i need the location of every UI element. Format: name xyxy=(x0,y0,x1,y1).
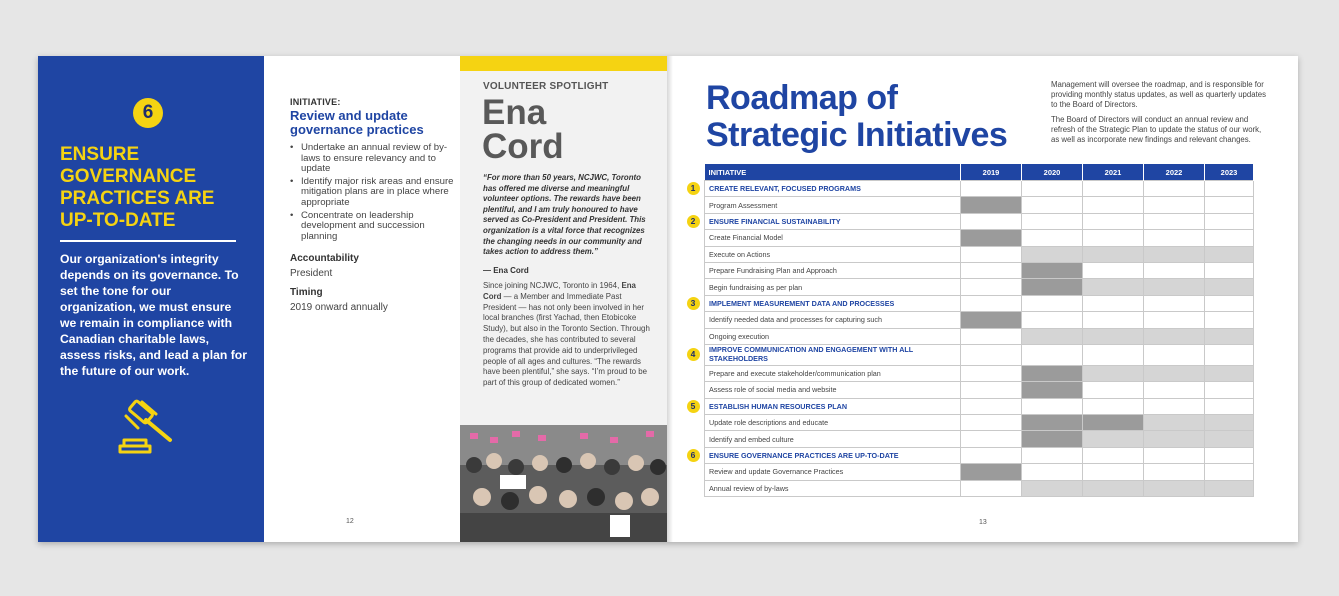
timeline-cell-2023 xyxy=(1205,262,1254,278)
table-row xyxy=(705,365,1254,381)
timeline-cell-2022 xyxy=(1144,431,1205,447)
goal-description: Our organization's integrity depends on its governance. To set the tone for our organization, we must ensure we remain in compliance with Canadian charitable laws, assess risks, and lead a plan for the future of our work. xyxy=(60,252,247,378)
roadmap-intro-paragraph: Management will oversee the roadmap, and is responsible for providing monthly status updates, as well as quarterly updates to the Board of Directors. xyxy=(1051,80,1266,109)
timeline-cell-2019 xyxy=(961,279,1022,295)
timeline-cell-2021 xyxy=(1083,344,1144,365)
timeline-cell-2021 xyxy=(1083,213,1144,229)
section-row xyxy=(705,181,1254,197)
timeline-cell-2021 xyxy=(1083,431,1144,447)
timeline-cell-2019 xyxy=(961,230,1022,246)
goal-title: ENSURE GOVERNANCE PRACTICES ARE UP-TO-DATE xyxy=(60,144,215,231)
volunteer-spotlight xyxy=(460,56,667,542)
timeline-cell-2023 xyxy=(1205,230,1254,246)
section-row xyxy=(705,295,1254,311)
timeline-cell-2020 xyxy=(1022,480,1083,496)
timeline-cell-2021 xyxy=(1083,464,1144,480)
group-photo xyxy=(460,425,667,542)
brochure-spread xyxy=(38,56,1298,542)
section-title: ENSURE FINANCIAL SUSTAINABILITY xyxy=(705,213,961,229)
section-number-badge: 4 xyxy=(687,348,700,361)
section-title: CREATE RELEVANT, FOCUSED PROGRAMS xyxy=(705,181,961,197)
timeline-cell-2021 xyxy=(1083,447,1144,463)
column-header-initiative: INITIATIVE xyxy=(705,164,961,181)
roadmap-table-body xyxy=(705,181,1254,497)
timeline-cell-2021 xyxy=(1083,262,1144,278)
timeline-cell-2023 xyxy=(1205,295,1254,311)
timeline-cell-2022 xyxy=(1144,464,1205,480)
table-row xyxy=(705,312,1254,328)
timeline-cell-2022 xyxy=(1144,365,1205,381)
initiative-label: Identify and embed culture xyxy=(705,431,961,447)
initiative-label: Assess role of social media and website xyxy=(705,382,961,398)
timeline-cell-2021 xyxy=(1083,328,1144,344)
timeline-cell-2021 xyxy=(1083,279,1144,295)
section-title: ENSURE GOVERNANCE PRACTICES ARE UP-TO-DATE xyxy=(705,447,961,463)
timing-value: 2019 onward annually xyxy=(290,302,388,313)
initiative-label: Begin fundraising as per plan xyxy=(705,279,961,295)
timeline-cell-2023 xyxy=(1205,328,1254,344)
timeline-cell-2019 xyxy=(961,344,1022,365)
column-header-2021: 2021 xyxy=(1083,164,1144,181)
initiative-label: Prepare and execute stakeholder/communication plan xyxy=(705,365,961,381)
table-row xyxy=(705,230,1254,246)
gavel-icon xyxy=(116,394,180,458)
timeline-cell-2019 xyxy=(961,312,1022,328)
timeline-cell-2020 xyxy=(1022,431,1083,447)
timeline-cell-2019 xyxy=(961,365,1022,381)
initiative-label: Program Assessment xyxy=(705,197,961,213)
timeline-cell-2023 xyxy=(1205,344,1254,365)
timeline-cell-2022 xyxy=(1144,328,1205,344)
column-header-2019: 2019 xyxy=(961,164,1022,181)
goal-panel xyxy=(38,56,264,542)
table-row xyxy=(705,480,1254,496)
initiative-panel xyxy=(264,56,460,542)
spotlight-accent-bar xyxy=(460,56,667,71)
timeline-cell-2023 xyxy=(1205,398,1254,414)
timeline-cell-2021 xyxy=(1083,246,1144,262)
timeline-cell-2022 xyxy=(1144,312,1205,328)
initiative-label: Annual review of by-laws xyxy=(705,480,961,496)
timing-label: Timing xyxy=(290,287,323,298)
timeline-cell-2023 xyxy=(1205,181,1254,197)
list-item: • Identify major risk areas and ensure mitigation plans are in place where appropriate xyxy=(290,177,460,209)
timeline-cell-2023 xyxy=(1205,197,1254,213)
timeline-cell-2022 xyxy=(1144,181,1205,197)
timeline-cell-2019 xyxy=(961,398,1022,414)
table-row xyxy=(705,197,1254,213)
accountability-label: Accountability xyxy=(290,253,359,264)
roadmap-table xyxy=(704,164,1254,497)
timeline-cell-2023 xyxy=(1205,431,1254,447)
table-row xyxy=(705,262,1254,278)
timeline-cell-2023 xyxy=(1205,415,1254,431)
roadmap-intro xyxy=(1051,80,1266,151)
page-number-right: 13 xyxy=(979,519,987,526)
timeline-cell-2021 xyxy=(1083,181,1144,197)
timeline-cell-2020 xyxy=(1022,398,1083,414)
timeline-cell-2023 xyxy=(1205,464,1254,480)
section-title: IMPLEMENT MEASUREMENT DATA AND PROCESSES xyxy=(705,295,961,311)
timeline-cell-2020 xyxy=(1022,262,1083,278)
timeline-cell-2020 xyxy=(1022,415,1083,431)
timeline-cell-2022 xyxy=(1144,246,1205,262)
initiative-label: Review and update Governance Practices xyxy=(705,464,961,480)
timeline-cell-2020 xyxy=(1022,328,1083,344)
timeline-cell-2019 xyxy=(961,328,1022,344)
goal-number-badge: 6 xyxy=(133,98,163,128)
timeline-cell-2019 xyxy=(961,213,1022,229)
timeline-cell-2023 xyxy=(1205,365,1254,381)
column-header-2022: 2022 xyxy=(1144,164,1205,181)
timeline-cell-2021 xyxy=(1083,382,1144,398)
spotlight-body-rest: — a Member and Immediate Past President — has not only been involved in her local branches (first Yachad, then Etobicoke Study), but also in the Toronto Section. Through the decades, she has contributed to several programs that provide aid to underprivileged people of all ages and cultures. “The rewards have been plentiful,” she says. “I’m proud to be part of this group of dedicated women.” xyxy=(483,291,650,388)
timeline-cell-2021 xyxy=(1083,398,1144,414)
timeline-cell-2020 xyxy=(1022,447,1083,463)
section-row xyxy=(705,344,1254,365)
timeline-cell-2019 xyxy=(961,415,1022,431)
section-number-badge: 1 xyxy=(687,182,700,195)
section-number-badge: 2 xyxy=(687,215,700,228)
column-header-2020: 2020 xyxy=(1022,164,1083,181)
spotlight-body xyxy=(483,281,655,389)
roadmap-title xyxy=(706,80,1046,154)
page-number-left: 12 xyxy=(346,518,354,525)
table-row xyxy=(705,328,1254,344)
timeline-cell-2022 xyxy=(1144,447,1205,463)
table-header-row xyxy=(705,164,1254,181)
timeline-cell-2022 xyxy=(1144,197,1205,213)
initiative-kicker: INITIATIVE: xyxy=(290,97,341,107)
initiative-label: Update role descriptions and educate xyxy=(705,415,961,431)
timeline-cell-2020 xyxy=(1022,230,1083,246)
timeline-cell-2023 xyxy=(1205,447,1254,463)
list-item: • Concentrate on leadership development and succession planning xyxy=(290,211,460,243)
timeline-cell-2019 xyxy=(961,246,1022,262)
timeline-cell-2022 xyxy=(1144,262,1205,278)
initiative-title: Review and update governance practices xyxy=(290,108,424,137)
timeline-cell-2019 xyxy=(961,262,1022,278)
spotlight-attribution: — Ena Cord xyxy=(483,266,529,275)
initiative-label: Prepare Fundraising Plan and Approach xyxy=(705,262,961,278)
timeline-cell-2019 xyxy=(961,447,1022,463)
spotlight-name-last: Cord xyxy=(482,127,564,166)
timeline-cell-2021 xyxy=(1083,415,1144,431)
timeline-cell-2020 xyxy=(1022,344,1083,365)
table-row xyxy=(705,464,1254,480)
table-row xyxy=(705,431,1254,447)
timeline-cell-2022 xyxy=(1144,415,1205,431)
timeline-cell-2019 xyxy=(961,382,1022,398)
timeline-cell-2020 xyxy=(1022,295,1083,311)
timeline-cell-2020 xyxy=(1022,181,1083,197)
spotlight-name-first: Ena xyxy=(482,93,547,132)
timeline-cell-2022 xyxy=(1144,230,1205,246)
timeline-cell-2021 xyxy=(1083,480,1144,496)
timeline-cell-2022 xyxy=(1144,213,1205,229)
section-number-badge: 6 xyxy=(687,449,700,462)
timeline-cell-2021 xyxy=(1083,312,1144,328)
timeline-cell-2019 xyxy=(961,431,1022,447)
timeline-cell-2020 xyxy=(1022,279,1083,295)
timeline-cell-2019 xyxy=(961,464,1022,480)
timeline-cell-2020 xyxy=(1022,365,1083,381)
spotlight-kicker: VOLUNTEER SPOTLIGHT xyxy=(483,81,609,92)
section-row xyxy=(705,447,1254,463)
timeline-cell-2019 xyxy=(961,197,1022,213)
spotlight-body-name: Ena Cord xyxy=(483,281,636,301)
section-row xyxy=(705,398,1254,414)
timeline-cell-2020 xyxy=(1022,246,1083,262)
goal-divider xyxy=(60,240,236,242)
timeline-cell-2020 xyxy=(1022,197,1083,213)
timeline-cell-2022 xyxy=(1144,344,1205,365)
timeline-cell-2019 xyxy=(961,295,1022,311)
column-header-2023: 2023 xyxy=(1205,164,1254,181)
timeline-cell-2021 xyxy=(1083,197,1144,213)
spotlight-name xyxy=(482,93,564,166)
timeline-cell-2022 xyxy=(1144,295,1205,311)
timeline-cell-2022 xyxy=(1144,382,1205,398)
initiative-label: Identify needed data and processes for capturing such xyxy=(705,312,961,328)
timeline-cell-2022 xyxy=(1144,279,1205,295)
roadmap-intro-paragraph: The Board of Directors will conduct an annual review and refresh of the Strategic Plan to update the status of our work, as well as incorporate new findings and relevant changes. xyxy=(1051,115,1262,144)
timeline-cell-2020 xyxy=(1022,382,1083,398)
table-row xyxy=(705,279,1254,295)
section-row xyxy=(705,213,1254,229)
timeline-cell-2021 xyxy=(1083,365,1144,381)
initiative-label: Ongoing execution xyxy=(705,328,961,344)
timeline-cell-2020 xyxy=(1022,464,1083,480)
initiative-bullets xyxy=(290,143,460,244)
timeline-cell-2021 xyxy=(1083,230,1144,246)
timeline-cell-2023 xyxy=(1205,312,1254,328)
section-number-badge: 5 xyxy=(687,400,700,413)
spotlight-body-intro: Since joining NCJWC, Toronto in 1964, xyxy=(483,281,622,290)
timeline-cell-2023 xyxy=(1205,480,1254,496)
table-row xyxy=(705,246,1254,262)
accountability-value: President xyxy=(290,268,333,279)
section-number-badge: 3 xyxy=(687,297,700,310)
spotlight-quote: “For more than 50 years, NCJWC, Toronto has offered me diverse and meaningful volunteer options. The rewards have been plentiful, and I am truly honoured to have served as Co-President and President. This organization is a vital force that recognizes the changing needs in our community and takes action to address them.” xyxy=(483,173,646,257)
timeline-cell-2023 xyxy=(1205,279,1254,295)
initiative-label: Execute on Actions xyxy=(705,246,961,262)
table-row xyxy=(705,415,1254,431)
section-title: ESTABLISH HUMAN RESOURCES PLAN xyxy=(705,398,961,414)
timeline-cell-2022 xyxy=(1144,480,1205,496)
roadmap-title-line2: Strategic Initiatives xyxy=(706,116,1008,154)
timeline-cell-2020 xyxy=(1022,312,1083,328)
timeline-cell-2023 xyxy=(1205,382,1254,398)
timeline-cell-2022 xyxy=(1144,398,1205,414)
initiative-label: Create Financial Model xyxy=(705,230,961,246)
section-title: IMPROVE COMMUNICATION AND ENGAGEMENT WITH ALL STAKEHOLDERS xyxy=(705,344,961,365)
table-row xyxy=(705,382,1254,398)
timeline-cell-2019 xyxy=(961,480,1022,496)
roadmap-title-line1: Roadmap of xyxy=(706,79,898,117)
page-gutter xyxy=(667,56,673,542)
timeline-cell-2021 xyxy=(1083,295,1144,311)
timeline-cell-2023 xyxy=(1205,213,1254,229)
timeline-cell-2020 xyxy=(1022,213,1083,229)
timeline-cell-2023 xyxy=(1205,246,1254,262)
timeline-cell-2019 xyxy=(961,181,1022,197)
list-item: • Undertake an annual review of by-laws to ensure relevancy and to update xyxy=(290,143,460,175)
